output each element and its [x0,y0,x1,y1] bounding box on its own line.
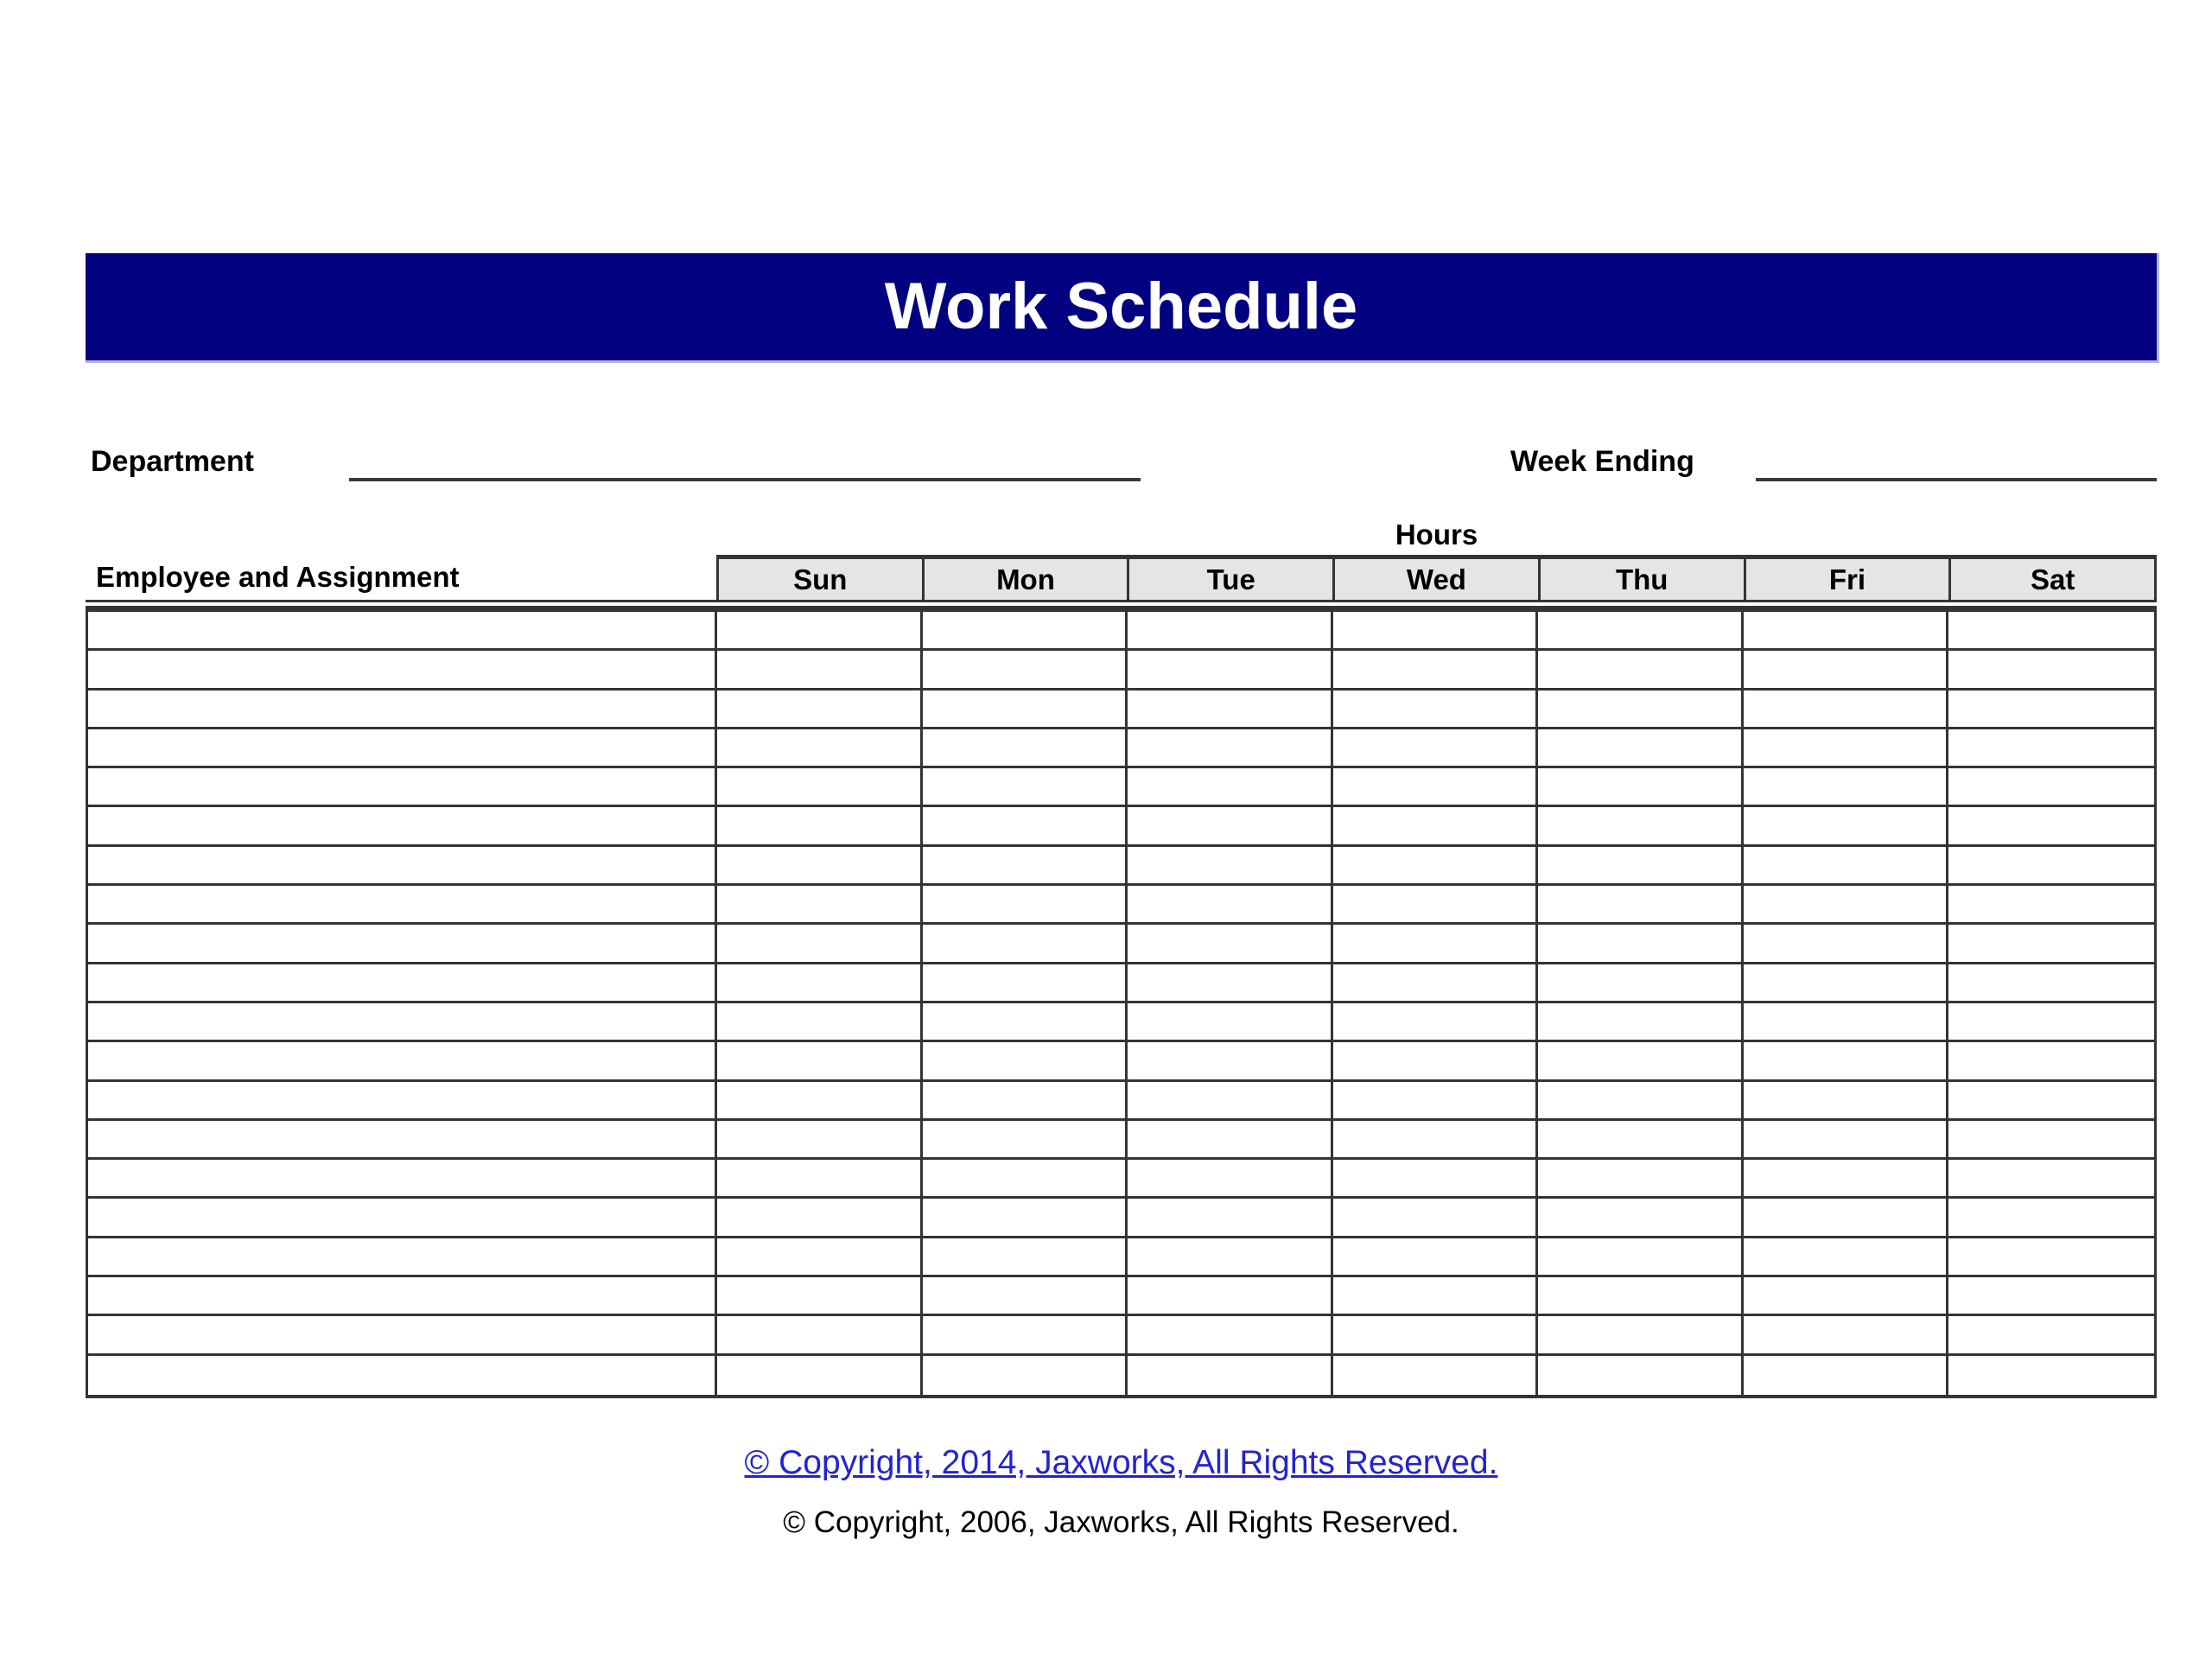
hours-cell[interactable] [1948,1160,2154,1199]
hours-cell[interactable] [923,1356,1128,1395]
hours-cell[interactable] [923,651,1128,690]
hours-cell[interactable] [1128,1042,1333,1081]
hours-cell[interactable] [923,1238,1128,1277]
hours-cell[interactable] [1128,1082,1333,1121]
hours-cell[interactable] [1333,1082,1539,1121]
hours-cell[interactable] [1744,651,1949,690]
hours-cell[interactable] [1333,1356,1539,1395]
employee-cell[interactable] [88,1277,717,1316]
department-input-line[interactable] [349,478,1141,481]
employee-cell[interactable] [88,1042,717,1081]
hours-cell[interactable] [923,1199,1128,1238]
hours-cell[interactable] [1744,1238,1949,1277]
hours-cell[interactable] [1744,1199,1949,1238]
hours-cell[interactable] [1538,1277,1744,1316]
hours-cell[interactable] [1948,1356,2154,1395]
hours-cell[interactable] [1744,886,1949,925]
hours-cell[interactable] [1948,807,2154,846]
hours-cell[interactable] [1128,612,1333,651]
day-header-tue: Tue [1127,555,1332,600]
day-header-wed: Wed [1332,555,1538,600]
hours-cell[interactable] [717,1121,923,1160]
hours-cell[interactable] [1128,807,1333,846]
hours-cell[interactable] [923,1316,1128,1355]
hours-cell[interactable] [1948,612,2154,651]
hours-cell[interactable] [717,1042,923,1081]
employee-cell[interactable] [88,1121,717,1160]
hours-cell[interactable] [923,768,1128,807]
hours-cell[interactable] [923,612,1128,651]
hours-cell[interactable] [923,1277,1128,1316]
employee-column-header: Employee and Assignment [86,555,716,600]
hours-cell[interactable] [1333,964,1539,1003]
hours-cell[interactable] [1538,729,1744,768]
hours-cell[interactable] [923,1003,1128,1042]
hours-cell[interactable] [1948,729,2154,768]
hours-cell[interactable] [717,1238,923,1277]
hours-cell[interactable] [923,886,1128,925]
hours-cell[interactable] [1744,1160,1949,1199]
day-header-thu: Thu [1538,555,1744,600]
schedule-body [86,609,2157,1398]
hours-cell[interactable] [1948,886,2154,925]
hours-cell[interactable] [1128,1316,1333,1355]
hours-cell[interactable] [1333,651,1539,690]
employee-cell[interactable] [88,1356,717,1395]
hours-cell[interactable] [1744,1042,1949,1081]
hours-cell[interactable] [1333,1316,1539,1355]
hours-cell[interactable] [1128,925,1333,964]
hours-cell[interactable] [1128,1238,1333,1277]
hours-cell[interactable] [923,807,1128,846]
hours-cell[interactable] [1333,807,1539,846]
employee-cell[interactable] [88,729,717,768]
hours-cell[interactable] [1538,807,1744,846]
hours-cell[interactable] [1538,925,1744,964]
hours-cell[interactable] [1744,925,1949,964]
hours-cell[interactable] [717,729,923,768]
hours-cell[interactable] [717,612,923,651]
hours-cell[interactable] [717,847,923,886]
hours-cell[interactable] [1128,964,1333,1003]
hours-cell[interactable] [1538,1082,1744,1121]
hours-cell[interactable] [1333,1042,1539,1081]
hours-cell[interactable] [1538,1003,1744,1042]
hours-cell[interactable] [1948,964,2154,1003]
hours-cell[interactable] [717,1199,923,1238]
hours-cell[interactable] [717,1082,923,1121]
hours-cell[interactable] [1333,612,1539,651]
hours-cell[interactable] [717,925,923,964]
hours-cell[interactable] [1538,1160,1744,1199]
hours-cell[interactable] [1948,1277,2154,1316]
hours-cell[interactable] [1538,690,1744,729]
hours-cell[interactable] [717,807,923,846]
copyright-2006-text: © Copyright, 2006, Jaxworks, All Rights Reserved. [783,1505,1459,1539]
hours-cell[interactable] [923,690,1128,729]
hours-cell[interactable] [1538,847,1744,886]
employee-cell[interactable] [88,886,717,925]
hours-cell[interactable] [717,1316,923,1355]
hours-cell[interactable] [1744,1003,1949,1042]
hours-cell[interactable] [1538,1356,1744,1395]
schedule-header-row [86,555,2157,600]
employee-cell[interactable] [88,768,717,807]
employee-cell[interactable] [88,690,717,729]
hours-cell[interactable] [1128,651,1333,690]
hours-cell[interactable] [1333,925,1539,964]
hours-cell[interactable] [1744,1277,1949,1316]
hours-cell[interactable] [923,1160,1128,1199]
hours-cell[interactable] [1128,1277,1333,1316]
hours-cell[interactable] [1744,807,1949,846]
employee-cell[interactable] [88,1160,717,1199]
hours-cell[interactable] [1948,1003,2154,1042]
employee-cell[interactable] [88,1003,717,1042]
department-label: Department [91,445,254,478]
hours-cell[interactable] [1744,1316,1949,1355]
hours-cell[interactable] [1538,1042,1744,1081]
employee-cell[interactable] [88,1238,717,1277]
hours-cell[interactable] [1744,768,1949,807]
hours-cell[interactable] [1128,886,1333,925]
hours-cell[interactable] [1333,1199,1539,1238]
hours-cell[interactable] [1333,1160,1539,1199]
hours-cell[interactable] [1538,612,1744,651]
hours-cell[interactable] [1948,651,2154,690]
hours-cell[interactable] [1744,1082,1949,1121]
hours-cell[interactable] [923,964,1128,1003]
hours-cell[interactable] [1744,612,1949,651]
hours-cell[interactable] [1744,690,1949,729]
hours-cell[interactable] [1333,847,1539,886]
hours-cell[interactable] [717,1003,923,1042]
hours-cell[interactable] [1128,847,1333,886]
hours-cell[interactable] [1333,1238,1539,1277]
hours-cell[interactable] [717,1277,923,1316]
hours-cell[interactable] [1538,1238,1744,1277]
hours-cell[interactable] [717,1356,923,1395]
hours-cell[interactable] [1538,886,1744,925]
hours-cell[interactable] [717,690,923,729]
hours-cell[interactable] [1333,1277,1539,1316]
hours-cell[interactable] [1744,847,1949,886]
hours-cell[interactable] [923,1042,1128,1081]
hours-cell[interactable] [1948,1199,2154,1238]
hours-cell[interactable] [1128,1160,1333,1199]
hours-cell[interactable] [1128,1003,1333,1042]
hours-cell[interactable] [1333,1003,1539,1042]
employee-cell[interactable] [88,612,717,651]
hours-cell[interactable] [1538,651,1744,690]
header-double-rule [86,600,2157,609]
day-header-sun: Sun [716,555,922,600]
page-title: Work Schedule [884,270,1358,343]
week-ending-input-line[interactable] [1756,478,2157,481]
hours-cell[interactable] [1128,768,1333,807]
hours-cell[interactable] [923,729,1128,768]
hours-cell[interactable] [1744,1356,1949,1395]
hours-cell[interactable] [1948,1121,2154,1160]
hours-cell[interactable] [1948,1042,2154,1081]
hours-cell[interactable] [1128,1121,1333,1160]
hours-cell[interactable] [1538,1199,1744,1238]
employee-cell[interactable] [88,847,717,886]
hours-cell[interactable] [1948,925,2154,964]
hours-cell[interactable] [717,768,923,807]
hours-cell[interactable] [1333,886,1539,925]
employee-cell[interactable] [88,925,717,964]
hours-cell[interactable] [1538,1121,1744,1160]
hours-cell[interactable] [1333,768,1539,807]
hours-cell[interactable] [923,1121,1128,1160]
employee-cell[interactable] [88,964,717,1003]
employee-cell[interactable] [88,651,717,690]
employee-cell[interactable] [88,807,717,846]
hours-cell[interactable] [1948,1238,2154,1277]
footer-link-row [86,1444,2157,1482]
day-header-mon: Mon [922,555,1128,600]
hours-cell[interactable] [1538,964,1744,1003]
hours-cell[interactable] [717,964,923,1003]
title-banner [86,253,2159,363]
day-header-fri: Fri [1744,555,1949,600]
hours-cell[interactable] [1333,729,1539,768]
hours-cell[interactable] [1128,690,1333,729]
hours-cell[interactable] [717,651,923,690]
hours-cell[interactable] [1948,1316,2154,1355]
hours-cell[interactable] [923,1082,1128,1121]
hours-cell[interactable] [1948,847,2154,886]
hours-cell[interactable] [1538,1316,1744,1355]
hours-cell[interactable] [923,925,1128,964]
hours-caption: Hours [1395,519,1478,550]
hours-cell[interactable] [717,1160,923,1199]
employee-cell[interactable] [88,1082,717,1121]
hours-cell[interactable] [1744,964,1949,1003]
hours-cell[interactable] [1948,690,2154,729]
hours-cell[interactable] [1948,1082,2154,1121]
day-header-sat: Sat [1948,555,2157,600]
hours-cell[interactable] [1333,1121,1539,1160]
hours-cell[interactable] [923,847,1128,886]
copyright-2014-link[interactable]: © Copyright, 2014, Jaxworks, All Rights Reserved. [744,1444,1498,1481]
hours-cell[interactable] [1128,729,1333,768]
hours-cell[interactable] [1128,1199,1333,1238]
week-ending-label: Week Ending [1510,445,1694,478]
hours-cell[interactable] [1538,768,1744,807]
hours-cell[interactable] [1744,1121,1949,1160]
employee-cell[interactable] [88,1199,717,1238]
hours-cell[interactable] [1333,690,1539,729]
hours-cell[interactable] [1128,1356,1333,1395]
hours-cell[interactable] [717,886,923,925]
hours-cell[interactable] [1948,768,2154,807]
employee-cell[interactable] [88,1316,717,1355]
hours-cell[interactable] [1744,729,1949,768]
